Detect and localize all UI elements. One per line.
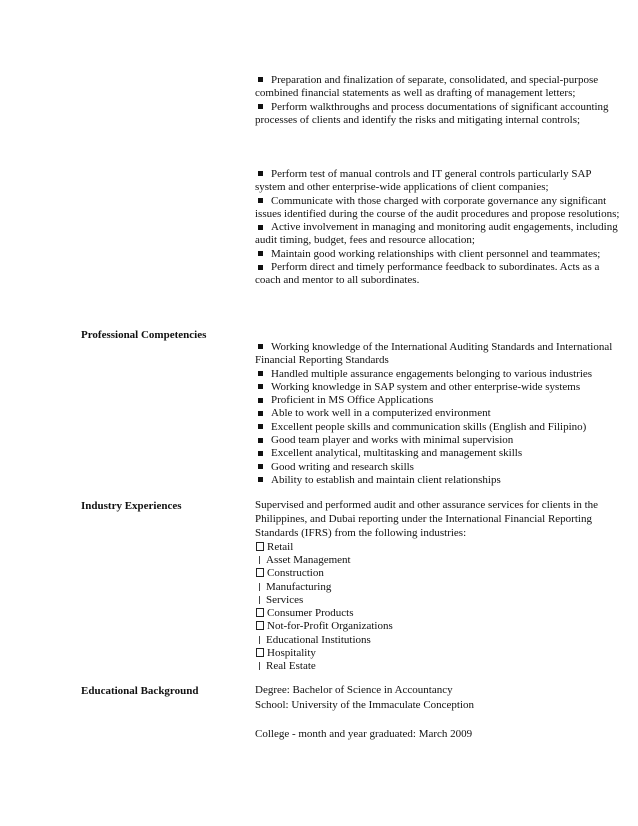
list-item: Excellent people skills and communication skills (English and Filipino): [255, 421, 620, 434]
checkbox-icon: [256, 542, 264, 551]
competencies-list: [255, 341, 620, 487]
section-heading-industry: Industry Experiences: [81, 500, 182, 512]
bar-marker-icon: [259, 556, 260, 564]
bar-marker-icon: [259, 583, 260, 591]
industry-item: Services: [255, 594, 620, 607]
industry-intro: Supervised and performed audit and other assurance services for clients in the Philippines, and Dubai reporting under the International Financial Reporting Standards (IFRS) from the following industries:: [255, 499, 599, 540]
education-school: School: University of the Immaculate Conception: [255, 699, 475, 711]
industry-item: Consumer Products: [255, 607, 620, 620]
industry-item: Educational Institutions: [255, 634, 620, 647]
bullet-paragraph: Perform walkthroughs and process documentations of significant accounting processes of clients and identify the risks and mitigating internal controls;: [255, 100, 609, 126]
responsibilities-group-a: [255, 74, 620, 127]
list-item: Good writing and research skills: [255, 461, 620, 474]
industry-item: Construction: [255, 567, 620, 580]
bullet-square-icon: [258, 265, 263, 270]
checkbox-icon: [256, 648, 264, 657]
bar-marker-icon: [259, 662, 260, 670]
industry-item: Not-for-Profit Organizations: [255, 620, 620, 633]
bullet-square-icon: [258, 225, 263, 230]
checkbox-icon: [256, 608, 264, 617]
responsibilities-group-b: [255, 168, 620, 288]
bullet-square-icon: [258, 464, 263, 469]
bullet-square-icon: [258, 171, 263, 176]
industry-section: [255, 498, 620, 674]
bullet-square-icon: [258, 411, 263, 416]
list-item: Working knowledge in SAP system and other enterprise-wide systems: [255, 381, 620, 394]
education-degree: Degree: Bachelor of Science in Accountancy: [255, 684, 453, 696]
bullet-square-icon: [258, 371, 263, 376]
industry-item: Real Estate: [255, 660, 620, 673]
bar-marker-icon: [259, 636, 260, 644]
bullet-paragraph: Active involvement in managing and monitoring audit engagements, including audit timing, budget, fees and resource allocation;: [255, 221, 618, 247]
bar-marker-icon: [259, 596, 260, 604]
list-item: Working knowledge of the International Auditing Standards and International Financial Reporting Standards: [255, 341, 613, 367]
list-item: Ability to establish and maintain client relationships: [255, 474, 620, 487]
list-item: Handled multiple assurance engagements belonging to various industries: [255, 368, 620, 381]
bullet-paragraph: Maintain good working relationships with client personnel and teammates;: [255, 248, 620, 261]
bullet-square-icon: [258, 438, 263, 443]
bullet-square-icon: [258, 77, 263, 82]
industry-item: Asset Management: [255, 554, 620, 567]
bullet-square-icon: [258, 398, 263, 403]
bullet-paragraph: Communicate with those charged with corporate governance any significant issues identified during the course of the audit procedures and propose resolutions;: [255, 194, 620, 220]
education-section: [255, 683, 620, 742]
section-heading-competencies: Professional Competencies: [81, 329, 207, 341]
bullet-square-icon: [258, 344, 263, 349]
list-item: Able to work well in a computerized environment: [255, 407, 620, 420]
section-heading-education: Educational Background: [81, 685, 199, 697]
industry-item: Hospitality: [255, 647, 620, 660]
checkbox-icon: [256, 621, 264, 630]
bullet-square-icon: [258, 424, 263, 429]
bullet-square-icon: [258, 104, 263, 109]
bullet-square-icon: [258, 384, 263, 389]
industry-item: Manufacturing: [255, 581, 620, 594]
list-item: Good team player and works with minimal supervision: [255, 434, 620, 447]
list-item: Proficient in MS Office Applications: [255, 394, 620, 407]
bullet-square-icon: [258, 451, 263, 456]
bullet-paragraph: Perform test of manual controls and IT general controls particularly SAP system and other enterprise-wide applications of client companies;: [255, 168, 592, 194]
checkbox-icon: [256, 568, 264, 577]
education-graduated: College - month and year graduated: March 2009: [255, 728, 473, 740]
bullet-paragraph: Perform direct and timely performance feedback to subordinates. Acts as a coach and mentor to all subordinates.: [255, 261, 600, 287]
list-item: Excellent analytical, multitasking and management skills: [255, 447, 620, 460]
industry-item: Retail: [255, 541, 620, 554]
bullet-square-icon: [258, 198, 263, 203]
bullet-paragraph: Preparation and finalization of separate, consolidated, and special-purpose combined financial statements as well as drafting of management letters;: [255, 74, 599, 100]
bullet-square-icon: [258, 477, 263, 482]
bullet-square-icon: [258, 251, 263, 256]
